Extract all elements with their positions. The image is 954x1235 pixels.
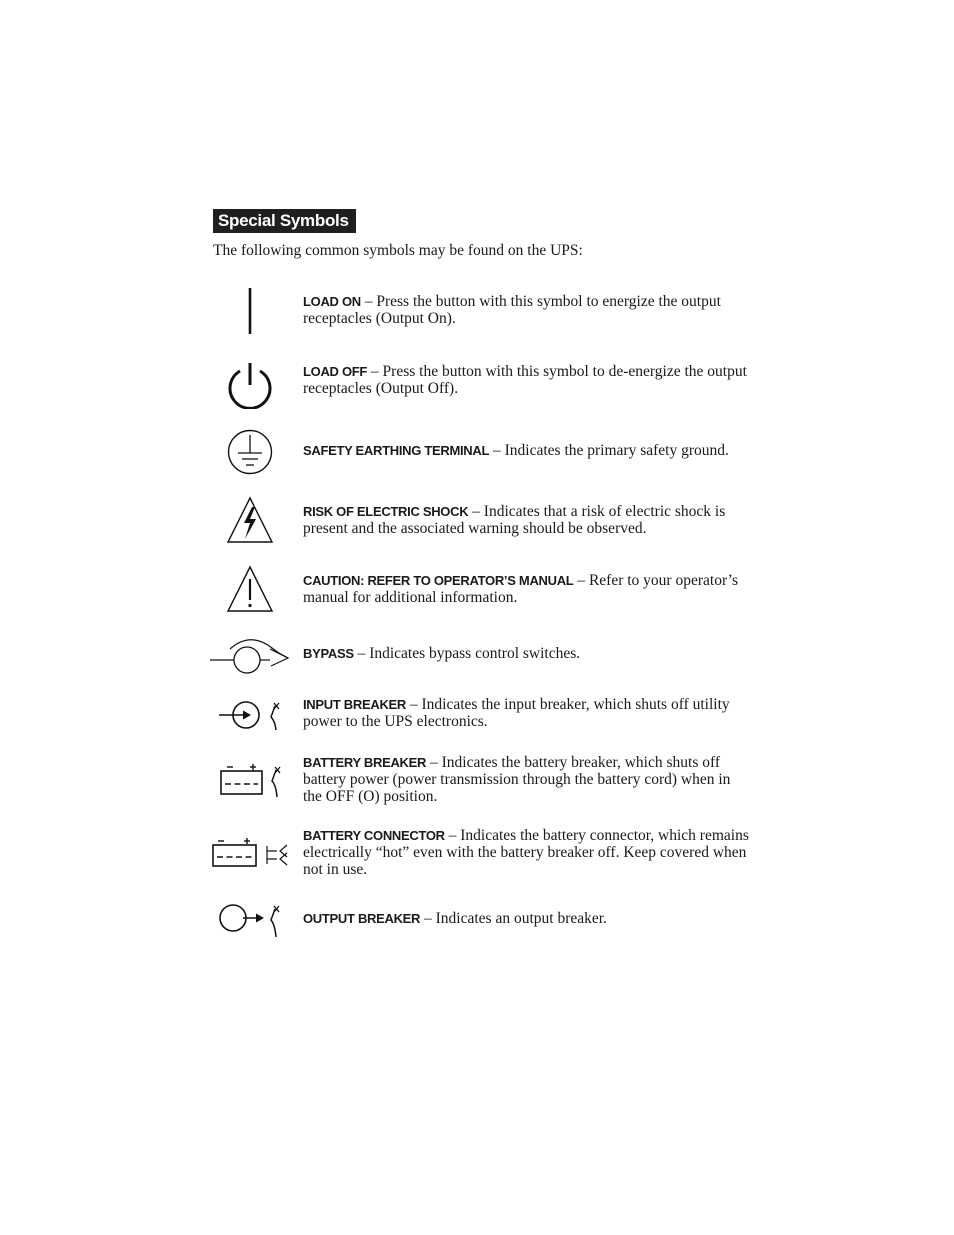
output-breaker-icon — [215, 899, 285, 941]
symbol-row-output-breaker — [303, 910, 753, 927]
symbol-term: LOAD OFF — [303, 364, 368, 379]
symbol-row-input-breaker — [303, 696, 753, 730]
section-heading: Special Symbols — [213, 209, 356, 233]
symbol-description: – Indicates bypass control switches. — [353, 645, 581, 662]
symbol-term: RISK OF ELECTRIC SHOCK — [303, 504, 469, 519]
symbol-term: CAUTION: REFER TO OPERATOR’S MANUAL — [303, 573, 574, 588]
symbol-description: – Indicates that a risk of electric shock is present and the associated warning should be observed. — [303, 503, 726, 538]
symbol-description: – Press the button with this symbol to energize the output receptacles (Output On). — [303, 293, 721, 328]
input-breaker-icon — [215, 697, 285, 735]
symbol-description: – Press the button with this symbol to de-energize the output receptacles (Output Off). — [303, 363, 747, 398]
ground-icon — [226, 428, 274, 476]
symbol-term: BYPASS — [303, 646, 354, 661]
symbol-row-caution — [303, 572, 753, 606]
symbol-row-electric-shock — [303, 503, 753, 537]
symbol-row-earthing — [303, 442, 753, 459]
load-on-icon — [240, 285, 260, 337]
symbol-term: BATTERY CONNECTOR — [303, 828, 445, 843]
bypass-icon — [208, 634, 292, 676]
intro-text: The following common symbols may be found on the UPS: — [213, 242, 583, 259]
symbol-description: – Indicates the primary safety ground. — [489, 442, 729, 459]
symbol-description: – Indicates the battery breaker, which shuts off battery power (power transmission through the battery cord) when in the OFF (O) position. — [303, 754, 731, 806]
symbol-row-load-on — [303, 293, 753, 327]
symbol-description: – Indicates the input breaker, which shuts off utility power to the UPS electronics. — [303, 696, 730, 731]
symbol-term: OUTPUT BREAKER — [303, 911, 421, 926]
symbol-row-load-off — [303, 363, 753, 397]
caution-icon — [225, 564, 275, 614]
symbol-description: – Indicates the battery connector, which remains electrically “hot” even with the battery breaker off. Keep covered when not in use. — [303, 827, 749, 879]
symbol-row-battery-connector — [303, 827, 753, 879]
power-off-icon — [224, 357, 276, 409]
symbol-row-battery-breaker — [303, 754, 753, 806]
battery-breaker-icon — [216, 760, 286, 802]
symbol-description: – Refer to your operator’s manual for additional information. — [303, 572, 739, 607]
symbol-term: LOAD ON — [303, 294, 361, 309]
symbol-description: – Indicates an output breaker. — [420, 910, 607, 927]
symbol-term: INPUT BREAKER — [303, 697, 406, 712]
symbol-term: SAFETY EARTHING TERMINAL — [303, 443, 490, 458]
electric-shock-icon — [225, 495, 275, 545]
symbol-row-bypass — [303, 645, 753, 662]
battery-connector-icon — [210, 836, 292, 872]
symbol-term: BATTERY BREAKER — [303, 755, 427, 770]
